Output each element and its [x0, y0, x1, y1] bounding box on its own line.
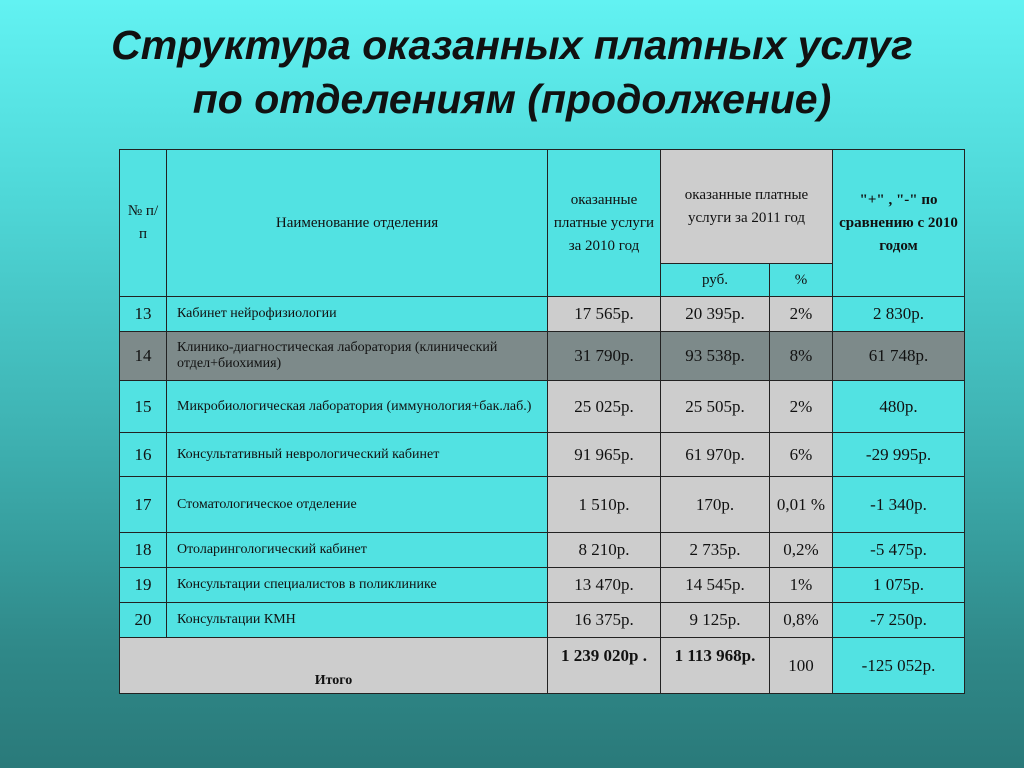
header-name: Наименование отделения [167, 150, 548, 297]
table-row [120, 297, 965, 332]
total-pct: 100 [770, 638, 833, 694]
title-line-2: по отделениям (продолжение) [192, 76, 832, 122]
row-2011: 61 970р. [661, 433, 770, 477]
table-row [120, 477, 965, 533]
table-row [120, 433, 965, 477]
row-2011: 170р. [661, 477, 770, 533]
header-pct: % [770, 264, 833, 297]
row-pct: 6% [770, 433, 833, 477]
row-2010: 16 375р. [548, 603, 661, 638]
row-pct: 0,2% [770, 533, 833, 568]
row-diff: -5 475р. [833, 533, 965, 568]
row-diff: 2 830р. [833, 297, 965, 332]
row-2010: 17 565р. [548, 297, 661, 332]
row-pct: 2% [770, 381, 833, 433]
row-name: Отоларингологический кабинет [167, 533, 548, 568]
row-diff: -29 995р. [833, 433, 965, 477]
row-2010: 13 470р. [548, 568, 661, 603]
row-num: 19 [120, 568, 167, 603]
row-name: Кабинет нейрофизиологии [167, 297, 548, 332]
row-diff: -1 340р. [833, 477, 965, 533]
row-2011: 2 735р. [661, 533, 770, 568]
table-row [120, 332, 965, 381]
row-2011: 14 545р. [661, 568, 770, 603]
services-table [119, 149, 965, 694]
title-line-1: Структура оказанных платных услуг [111, 22, 913, 68]
header-diff: "+" , "-" по сравнению с 2010 годом [833, 150, 965, 297]
total-diff: -125 052р. [833, 638, 965, 694]
row-pct: 8% [770, 332, 833, 381]
table-row [120, 603, 965, 638]
header-2010: оказанные платные услуги за 2010 год [548, 150, 661, 297]
row-name: Консультации специалистов в поликлинике [167, 568, 548, 603]
row-num: 16 [120, 433, 167, 477]
total-row [120, 638, 965, 694]
row-2011: 9 125р. [661, 603, 770, 638]
row-diff: 61 748р. [833, 332, 965, 381]
table-row [120, 533, 965, 568]
header-num: № п/ п [120, 150, 167, 297]
row-pct: 0,01 % [770, 477, 833, 533]
row-2010: 25 025р. [548, 381, 661, 433]
row-2010: 8 210р. [548, 533, 661, 568]
row-pct: 2% [770, 297, 833, 332]
row-num: 13 [120, 297, 167, 332]
row-2011: 20 395р. [661, 297, 770, 332]
row-name: Консультативный неврологический кабинет [167, 433, 548, 477]
row-2011: 93 538р. [661, 332, 770, 381]
total-2011: 1 113 968р. [661, 638, 770, 694]
row-num: 20 [120, 603, 167, 638]
row-num: 17 [120, 477, 167, 533]
row-name: Микробиологическая лаборатория (иммунология+бак.лаб.) [167, 381, 548, 433]
total-2010: 1 239 020р . [548, 638, 661, 694]
table-row [120, 381, 965, 433]
row-name: Консультации КМН [167, 603, 548, 638]
row-2010: 91 965р. [548, 433, 661, 477]
row-2010: 1 510р. [548, 477, 661, 533]
header-rub: руб. [661, 264, 770, 297]
row-pct: 1% [770, 568, 833, 603]
row-pct: 0,8% [770, 603, 833, 638]
row-diff: 480р. [833, 381, 965, 433]
slide-title [0, 18, 1024, 126]
row-2010: 31 790р. [548, 332, 661, 381]
row-diff: -7 250р. [833, 603, 965, 638]
total-label: Итого [120, 638, 548, 694]
row-name: Клинико-диагностическая лаборатория (клинический отдел+биохимия) [167, 332, 548, 381]
header-2011: оказанные платные услуги за 2011 год [661, 150, 833, 264]
row-num: 14 [120, 332, 167, 381]
table-row [120, 568, 965, 603]
row-2011: 25 505р. [661, 381, 770, 433]
row-num: 15 [120, 381, 167, 433]
row-diff: 1 075р. [833, 568, 965, 603]
row-num: 18 [120, 533, 167, 568]
row-name: Стоматологическое отделение [167, 477, 548, 533]
